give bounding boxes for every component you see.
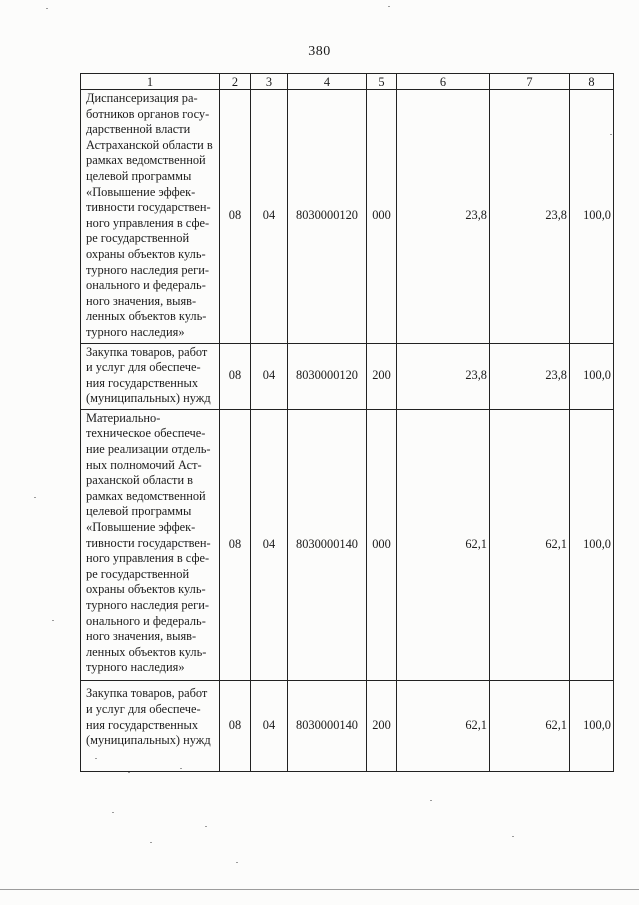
row-name-line: ного значения, выяв- — [86, 293, 197, 308]
row-name-line: «Повышение эффек- — [86, 184, 196, 199]
row-planned-amount: 62,1 — [397, 409, 490, 680]
scan-edge-line — [0, 889, 639, 890]
row-name-line: техническое обеспече- — [86, 426, 206, 441]
row-actual-amount: 23,8 — [490, 90, 570, 344]
scan-speck — [128, 772, 130, 773]
table-row — [81, 90, 614, 344]
row-planned-amount: 23,8 — [397, 343, 490, 409]
row-name-line: турного наследия» — [86, 324, 185, 339]
row-name — [81, 343, 220, 409]
row-actual-amount: 62,1 — [490, 409, 570, 680]
row-name-line: ния государственных — [86, 717, 199, 732]
row-name-line: ленных объектов куль- — [86, 644, 207, 659]
header-col-4: 4 — [288, 74, 367, 90]
scan-speck — [46, 8, 48, 9]
row-name-line: раханской области в — [86, 473, 194, 488]
page-number: 380 — [308, 44, 331, 59]
scan-speck — [112, 812, 114, 813]
scan-speck — [512, 836, 514, 837]
row-percent: 100,0 — [570, 409, 614, 680]
row-name-line: турного наследия реги- — [86, 598, 209, 612]
row-name-line: онального и федераль- — [86, 278, 206, 293]
scan-speck — [610, 134, 612, 135]
row-expense-type: 000 — [367, 90, 397, 344]
row-name-line: целевой программы — [86, 168, 192, 183]
row-name-line: рамках ведомственной — [86, 153, 206, 168]
row-percent: 100,0 — [570, 680, 614, 771]
scan-speck — [430, 800, 432, 801]
row-name-line: «Повышение эффек- — [86, 520, 196, 535]
row-actual-amount: 23,8 — [490, 343, 570, 409]
row-name-line: Астраханской области в — [86, 137, 213, 152]
row-name-line: ных полномочий Аст- — [86, 457, 202, 472]
row-name-line: охраны объектов куль- — [86, 582, 206, 597]
row-name-line: онального и федераль- — [86, 613, 206, 628]
row-name — [81, 680, 220, 771]
row-name-line: ре государственной — [86, 231, 190, 246]
row-name-line: Закупка товаров, работ — [86, 344, 208, 359]
row-name-line: тивности государствен- — [86, 535, 211, 550]
row-section-code: 08 — [220, 90, 251, 344]
header-col-1: 1 — [81, 74, 220, 90]
header-col-2: 2 — [220, 74, 251, 90]
header-col-5: 5 — [367, 74, 397, 90]
budget-table — [80, 73, 614, 772]
row-expense-type: 200 — [367, 343, 397, 409]
row-name-line: охраны объектов куль- — [86, 246, 206, 261]
table-row — [81, 680, 614, 771]
row-name-line: ного управления в сфе- — [86, 215, 210, 230]
row-name — [81, 90, 220, 344]
row-name — [81, 409, 220, 680]
row-target-article: 8030000120 — [288, 90, 367, 344]
row-name-line: турного наследия» — [86, 660, 185, 675]
header-col-6: 6 — [397, 74, 490, 90]
row-name-line: и услуг для обеспече- — [86, 701, 201, 716]
row-section-code: 08 — [220, 680, 251, 771]
row-target-article: 8030000120 — [288, 343, 367, 409]
row-subsection-code: 04 — [251, 90, 288, 344]
row-name-spacer — [86, 749, 216, 765]
header-col-7: 7 — [490, 74, 570, 90]
row-target-article: 8030000140 — [288, 409, 367, 680]
row-name-line: целевой программы — [86, 504, 192, 519]
scan-speck — [52, 620, 54, 621]
row-expense-type: 000 — [367, 409, 397, 680]
row-expense-type: 200 — [367, 680, 397, 771]
scan-speck — [205, 826, 207, 827]
row-name-line: ре государственной — [86, 566, 190, 581]
row-subsection-code: 04 — [251, 680, 288, 771]
row-name-line: рамках ведомственной — [86, 488, 206, 503]
row-planned-amount: 62,1 — [397, 680, 490, 771]
scan-speck — [34, 497, 36, 498]
row-target-article: 8030000140 — [288, 680, 367, 771]
row-name-line: (муниципальных) нужд — [86, 733, 211, 748]
row-name-line: и услуг для обеспече- — [86, 360, 201, 375]
row-name-line: Закупка товаров, работ — [86, 686, 208, 701]
scan-speck — [95, 758, 97, 759]
scan-speck — [150, 842, 152, 843]
row-subsection-code: 04 — [251, 343, 288, 409]
row-actual-amount: 62,1 — [490, 680, 570, 771]
row-section-code: 08 — [220, 409, 251, 680]
row-name-line: ного значения, выяв- — [86, 629, 197, 644]
row-subsection-code: 04 — [251, 409, 288, 680]
header-col-3: 3 — [251, 74, 288, 90]
table-row — [81, 343, 614, 409]
scan-speck — [236, 862, 238, 863]
row-name-line: ленных объектов куль- — [86, 309, 207, 324]
header-col-8: 8 — [570, 74, 614, 90]
row-name-line: ботников органов госу- — [86, 106, 210, 121]
row-name-line: ния государственных — [86, 375, 199, 390]
row-name-line: дарственной власти — [86, 122, 191, 137]
row-planned-amount: 23,8 — [397, 90, 490, 344]
row-section-code: 08 — [220, 343, 251, 409]
row-name-line: Материально- — [86, 410, 161, 425]
row-name-line: Диспансеризация ра- — [86, 91, 198, 105]
scan-speck — [388, 6, 390, 7]
row-name-line: тивности государствен- — [86, 200, 211, 215]
row-percent: 100,0 — [570, 343, 614, 409]
scan-speck — [180, 768, 182, 769]
row-percent: 100,0 — [570, 90, 614, 344]
table-row — [81, 409, 614, 680]
row-name-line: ние реализации отдель- — [86, 442, 211, 457]
row-name-line: турного наследия реги- — [86, 262, 209, 277]
row-name-line: (муниципальных) нужд — [86, 391, 211, 406]
row-name-line: ного управления в сфе- — [86, 551, 210, 566]
table-header-row — [81, 74, 614, 90]
